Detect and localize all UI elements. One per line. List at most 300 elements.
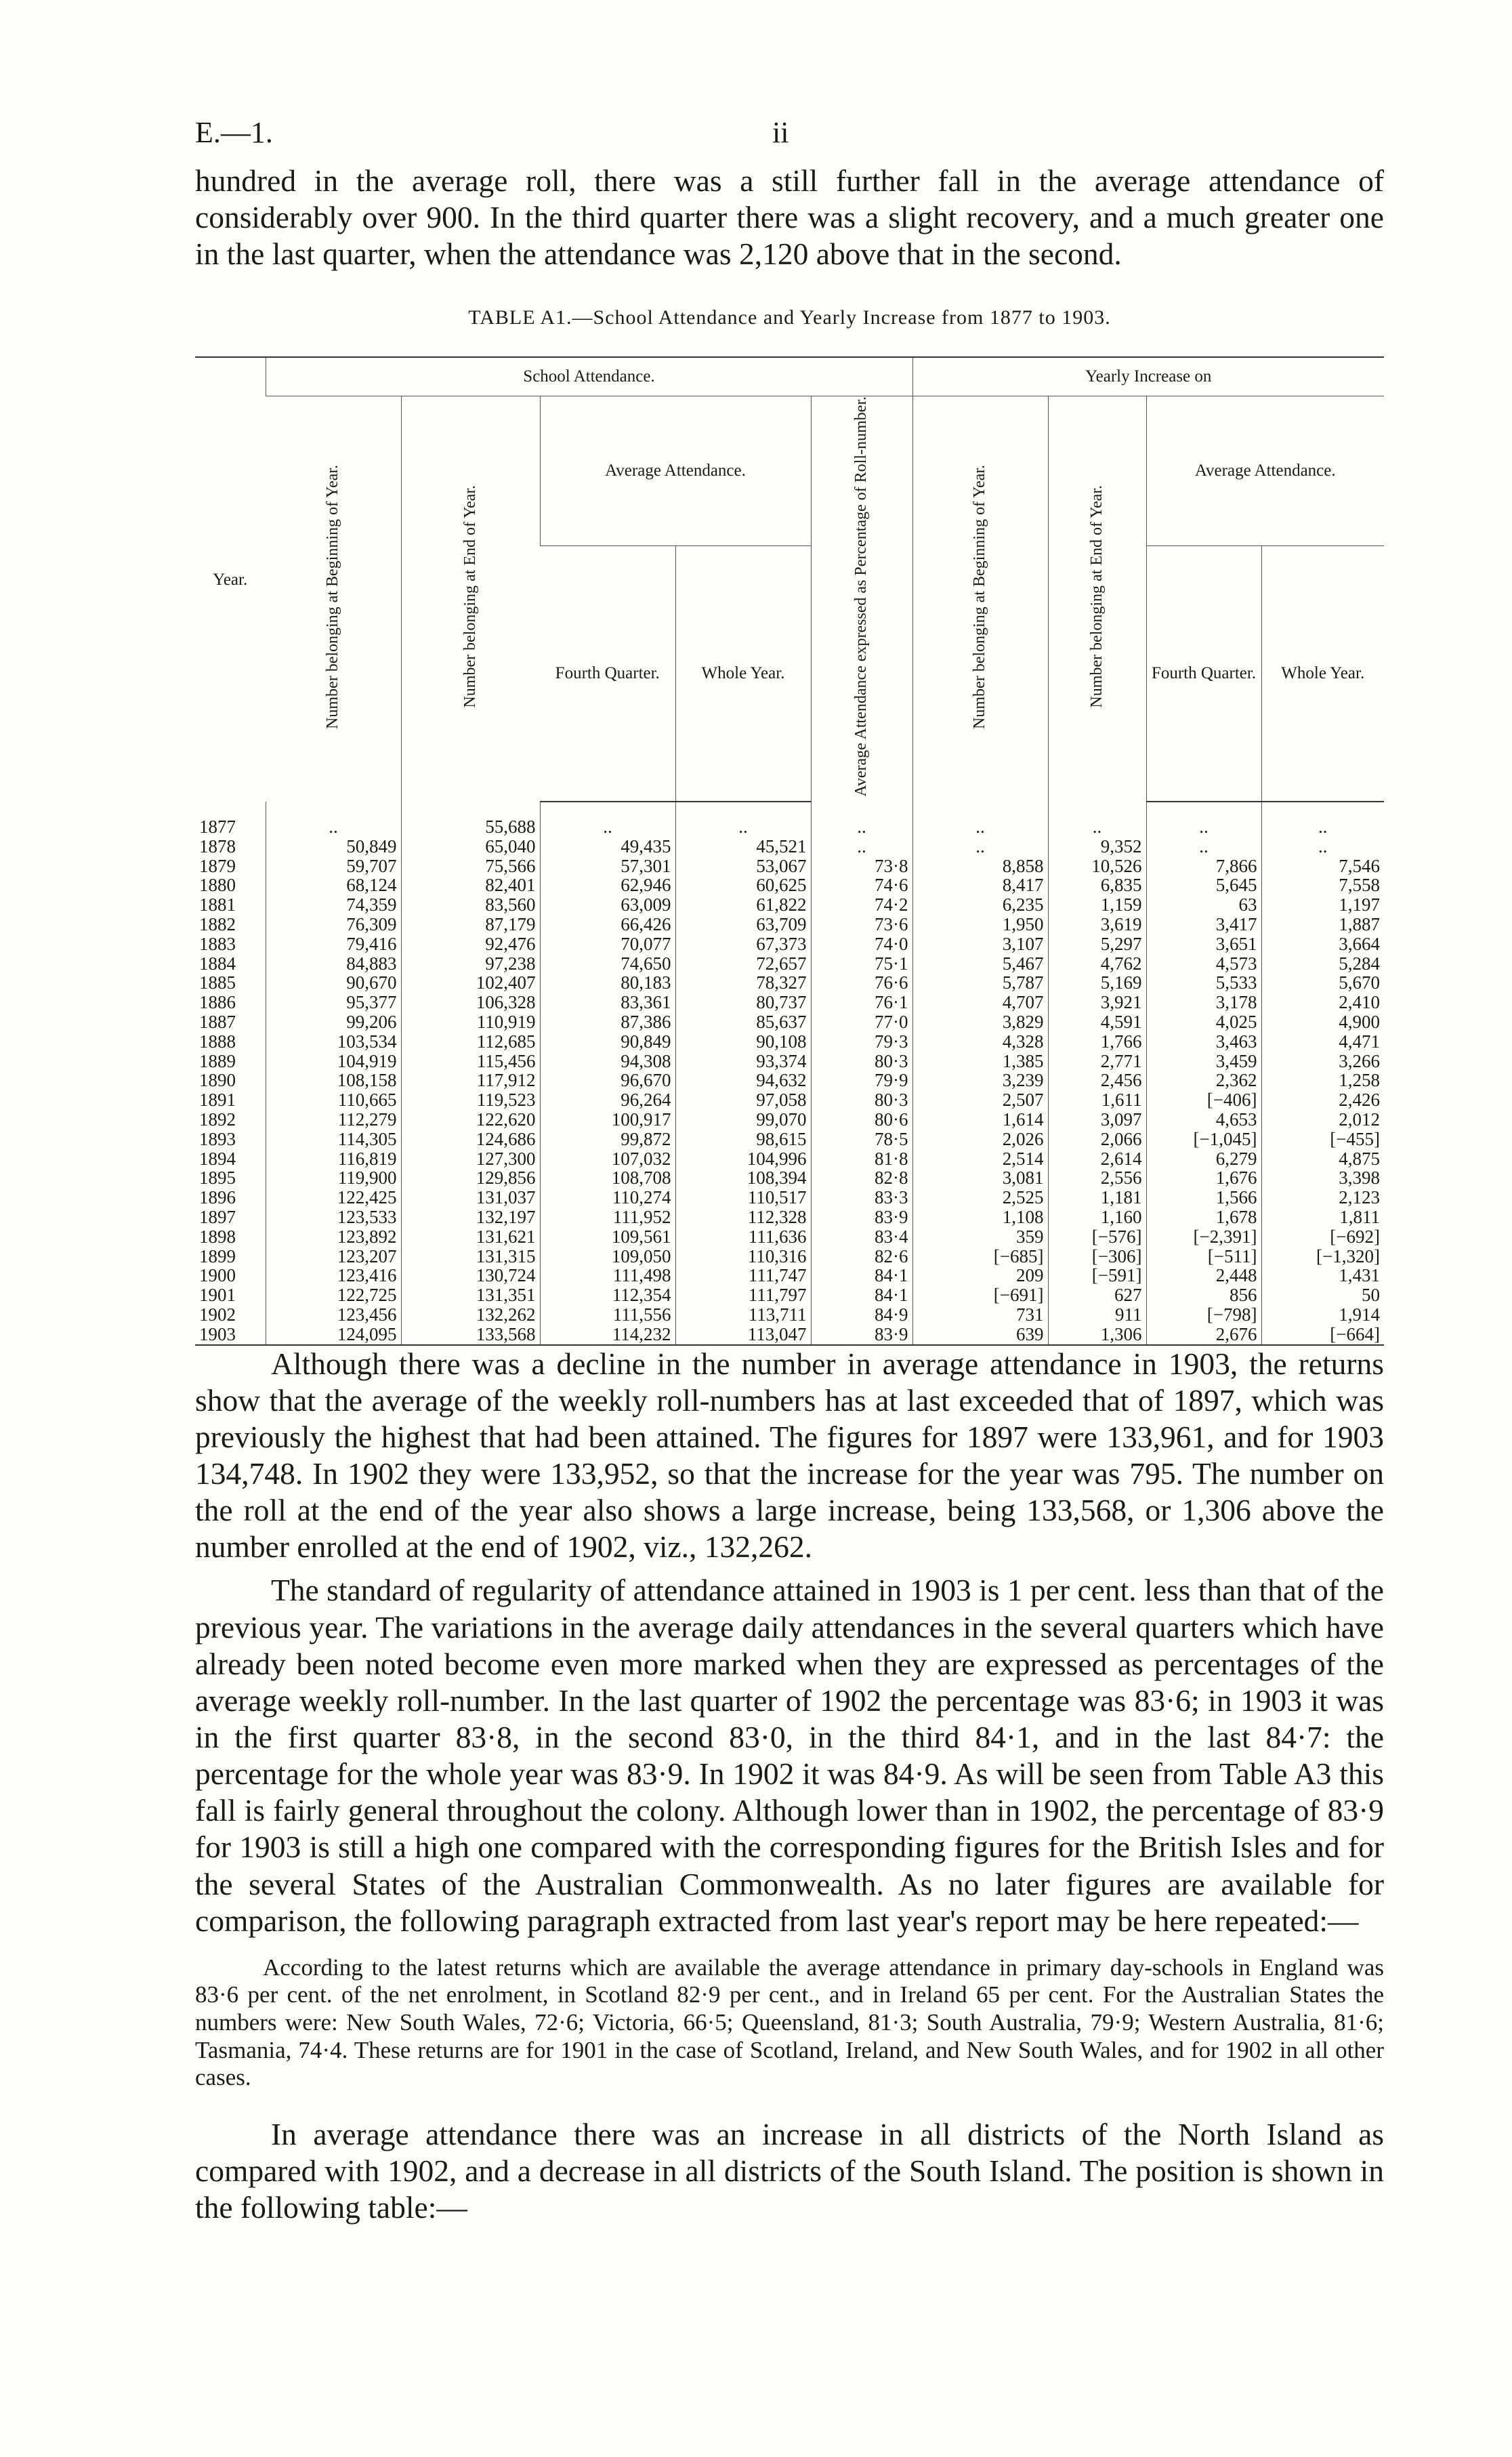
- table-cell: 79,416: [266, 934, 401, 954]
- table-cell: 67,373: [675, 934, 811, 954]
- table-cell: 90,849: [540, 1032, 675, 1052]
- table-cell: 77·0: [811, 1012, 912, 1032]
- table-cell: ..: [912, 837, 1048, 856]
- table-row: [195, 1090, 1384, 1110]
- table-cell: 78·5: [811, 1130, 912, 1149]
- table-cell: 83·3: [811, 1188, 912, 1207]
- table-cell: 1886: [199, 992, 236, 1013]
- table-cell: 1,258: [1261, 1071, 1384, 1090]
- table-cell: 5,467: [912, 954, 1048, 974]
- table-cell: 1,611: [1048, 1090, 1146, 1110]
- table-cell: 2,362: [1146, 1071, 1261, 1090]
- table-row: [195, 1188, 1384, 1207]
- table-cell: 5,787: [912, 973, 1048, 993]
- table-cell: 4,471: [1261, 1032, 1384, 1052]
- table-cell: 1,614: [912, 1110, 1048, 1130]
- table-cell: 1895: [199, 1168, 236, 1189]
- col-number-end: Number belonging at End of Year.: [401, 396, 540, 802]
- table-cell: 117,912: [401, 1071, 540, 1090]
- table-cell: 1,108: [912, 1207, 1048, 1227]
- table-row: [195, 895, 1384, 915]
- quoted-paragraph: According to the latest returns which are available the average attendance in primary day-schools in England was 83·6 per cent. of the net enrolment, in Scotland 82·9 per cent., and in Ireland 65 per cent. For the Australian States the numbers were: New South Wales, 72·6; Victoria, 66·5; Queensland, 81·3; South Australia, 79·9; Western Australia, 81·6; Tasmania, 74·4. These returns are for 1901 in the case of Scotland, Ireland, and New South Wales, and for 1902 in all other cases.: [195, 1954, 1384, 2091]
- table-cell: 76,309: [266, 915, 401, 934]
- table-cell: 1,811: [1261, 1207, 1384, 1227]
- table-body: [195, 802, 1384, 1345]
- inc-number-begin: Number belonging at Beginning of Year.: [912, 396, 1048, 802]
- attendance-table: [195, 356, 1384, 1345]
- table-cell: 10,526: [1048, 856, 1146, 876]
- table-cell: 63,709: [675, 915, 811, 934]
- table-cell: 96,670: [540, 1071, 675, 1090]
- inc-average-attendance: Average Attendance.: [1146, 396, 1384, 545]
- table-cell: [−406]: [1146, 1090, 1261, 1110]
- table-cell: 81·8: [811, 1149, 912, 1169]
- table-cell: 133,568: [401, 1325, 540, 1345]
- table-cell: 115,456: [401, 1052, 540, 1071]
- table-cell: ..: [675, 802, 811, 837]
- table-cell: 131,621: [401, 1227, 540, 1247]
- table-cell: 122,620: [401, 1110, 540, 1130]
- table-cell: 122,425: [266, 1188, 401, 1207]
- table-cell: 95,377: [266, 993, 401, 1012]
- table-cell: 83·9: [811, 1325, 912, 1345]
- table-row: [195, 915, 1384, 934]
- table-cell: 84·1: [811, 1266, 912, 1285]
- table-cell: 109,050: [540, 1247, 675, 1266]
- table-cell: 3,664: [1261, 934, 1384, 954]
- table-cell: 2,456: [1048, 1071, 1146, 1090]
- table-cell: 1899: [199, 1245, 236, 1266]
- table-cell: 50,849: [266, 837, 401, 856]
- table-cell: 111,556: [540, 1305, 675, 1325]
- page-header: [195, 115, 1384, 163]
- table-cell: 1902: [199, 1304, 236, 1325]
- table-cell: 4,762: [1048, 954, 1146, 974]
- table-cell: 1,950: [912, 915, 1048, 934]
- table-cell: 53,067: [675, 856, 811, 876]
- table-cell: 127,300: [401, 1149, 540, 1169]
- table-cell: 83,361: [540, 993, 675, 1012]
- table-cell: 359: [912, 1227, 1048, 1247]
- table-cell: 4,328: [912, 1032, 1048, 1052]
- intro-paragraph: hundred in the average roll, there was a still further fall in the average attendance of considerably over 900. In the third quarter there was a slight recovery, and a much greater one in the last quarter, when the attendance was 2,120 above that in the second.: [195, 163, 1384, 272]
- table-cell: 123,416: [266, 1266, 401, 1285]
- table-cell: 63: [1146, 895, 1261, 915]
- table-cell: 1893: [199, 1128, 236, 1149]
- table-cell: 109,561: [540, 1227, 675, 1247]
- table-cell: 627: [1048, 1285, 1146, 1305]
- table-row: [195, 1285, 1384, 1305]
- table-cell: 1884: [199, 953, 236, 974]
- table-cell: 132,262: [401, 1305, 540, 1325]
- table-cell: 80·6: [811, 1110, 912, 1130]
- table-cell: 96,264: [540, 1090, 675, 1110]
- table-cell: 5,670: [1261, 973, 1384, 993]
- table-cell: [−1,045]: [1146, 1130, 1261, 1149]
- table-cell: 113,047: [675, 1325, 811, 1345]
- table-cell: 3,398: [1261, 1168, 1384, 1188]
- table-cell: 3,081: [912, 1168, 1048, 1188]
- table-cell: 119,523: [401, 1090, 540, 1110]
- table-cell: 4,591: [1048, 1012, 1146, 1032]
- table-cell: 4,875: [1261, 1149, 1384, 1169]
- table-cell: 1890: [199, 1070, 236, 1091]
- table-cell: 107,032: [540, 1149, 675, 1169]
- table-cell: 65,040: [401, 837, 540, 856]
- table-row: [195, 1247, 1384, 1266]
- table-cell: 5,645: [1146, 875, 1261, 895]
- table-cell: 79·9: [811, 1071, 912, 1090]
- table-cell: 93,374: [675, 1052, 811, 1071]
- table-cell: 76·6: [811, 973, 912, 993]
- table-cell: 6,235: [912, 895, 1048, 915]
- table-cell: 3,463: [1146, 1032, 1261, 1052]
- table-cell: 130,724: [401, 1266, 540, 1285]
- table-cell: 110,316: [675, 1247, 811, 1266]
- table-cell: 132,197: [401, 1207, 540, 1227]
- table-cell: 122,725: [266, 1285, 401, 1305]
- table-cell: 2,771: [1048, 1052, 1146, 1071]
- header-reference: E.—1.: [195, 116, 273, 149]
- inc-fourth-quarter: Fourth Quarter.: [1146, 545, 1261, 802]
- table-cell: ..: [1146, 837, 1261, 856]
- table-cell: 1,385: [912, 1052, 1048, 1071]
- table-cell: 2,448: [1146, 1266, 1261, 1285]
- table-cell: 111,636: [675, 1227, 811, 1247]
- table-cell: 3,107: [912, 934, 1048, 954]
- table-cell: 97,238: [401, 954, 540, 974]
- table-cell: 2,556: [1048, 1168, 1146, 1188]
- table-cell: ..: [540, 802, 675, 837]
- table-cell: 98,615: [675, 1130, 811, 1149]
- table-cell: 80·3: [811, 1052, 912, 1071]
- table-row: [195, 875, 1384, 895]
- table-cell: 99,872: [540, 1130, 675, 1149]
- table-cell: 209: [912, 1266, 1048, 1285]
- table-cell: 2,123: [1261, 1188, 1384, 1207]
- table-cell: 80,737: [675, 993, 811, 1012]
- table-cell: 7,866: [1146, 856, 1261, 876]
- table-row: [195, 1071, 1384, 1090]
- table-cell: 84·9: [811, 1305, 912, 1325]
- table-cell: 62,946: [540, 875, 675, 895]
- table-cell: 1,676: [1146, 1168, 1261, 1188]
- table-cell: 123,456: [266, 1305, 401, 1325]
- table-cell: 50: [1261, 1285, 1384, 1305]
- table-cell: 1896: [199, 1187, 236, 1208]
- table-cell: 5,169: [1048, 973, 1146, 993]
- table-row: [195, 1110, 1384, 1130]
- table-cell: 3,097: [1048, 1110, 1146, 1130]
- table-cell: [−798]: [1146, 1305, 1261, 1325]
- table-cell: 131,037: [401, 1188, 540, 1207]
- page: [195, 115, 1384, 2226]
- table-cell: 92,476: [401, 934, 540, 954]
- table-cell: 84,883: [266, 954, 401, 974]
- table-cell: 114,232: [540, 1325, 675, 1345]
- table-cell: 74·0: [811, 934, 912, 954]
- table-cell: 74·2: [811, 895, 912, 915]
- table-row: [195, 1207, 1384, 1227]
- table-cell: ..: [1146, 802, 1261, 837]
- table-cell: 3,921: [1048, 993, 1146, 1012]
- table-cell: 1,197: [1261, 895, 1384, 915]
- table-cell: 82,401: [401, 875, 540, 895]
- table-cell: 112,328: [675, 1207, 811, 1227]
- table-cell: 103,534: [266, 1032, 401, 1052]
- table-cell: [−692]: [1261, 1227, 1384, 1247]
- table-cell: 83,560: [401, 895, 540, 915]
- table-cell: 2,012: [1261, 1110, 1384, 1130]
- table-cell: 5,533: [1146, 973, 1261, 993]
- table-cell: 80·3: [811, 1090, 912, 1110]
- table-cell: 94,308: [540, 1052, 675, 1071]
- page-number: ii: [772, 116, 789, 149]
- table-cell: 2,614: [1048, 1149, 1146, 1169]
- group-school-attendance: School Attendance.: [266, 357, 912, 396]
- table-cell: 83·4: [811, 1227, 912, 1247]
- table-cell: 60,625: [675, 875, 811, 895]
- col-year: Year.: [195, 357, 266, 802]
- table-cell: 63,009: [540, 895, 675, 915]
- table-cell: 1891: [199, 1090, 236, 1111]
- table-cell: 4,025: [1146, 1012, 1261, 1032]
- table-cell: 3,178: [1146, 993, 1261, 1012]
- table-cell: 5,297: [1048, 934, 1146, 954]
- table-cell: 2,676: [1146, 1325, 1261, 1345]
- table-cell: 57,301: [540, 856, 675, 876]
- table-cell: 131,351: [401, 1285, 540, 1305]
- table-cell: 82·6: [811, 1247, 912, 1266]
- table-cell: 74,650: [540, 954, 675, 974]
- table-cell: 73·8: [811, 856, 912, 876]
- table-cell: 2,514: [912, 1149, 1048, 1169]
- table-cell: 1897: [199, 1207, 236, 1228]
- table-row: [195, 1325, 1384, 1345]
- table-cell: 1,766: [1048, 1032, 1146, 1052]
- table-cell: ..: [811, 837, 912, 856]
- table-cell: 5,284: [1261, 954, 1384, 974]
- table-cell: 1,566: [1146, 1188, 1261, 1207]
- table-cell: 90,670: [266, 973, 401, 993]
- table-cell: 104,919: [266, 1052, 401, 1071]
- table-cell: 84·1: [811, 1285, 912, 1305]
- table-cell: [−306]: [1048, 1247, 1146, 1266]
- table-cell: 1901: [199, 1285, 236, 1306]
- table-cell: 1,160: [1048, 1207, 1146, 1227]
- paragraph-districts: In average attendance there was an increase in all districts of the North Island as compared with 1902, and a decrease in all districts of the South Island. The position is shown in the following table:—: [195, 2116, 1384, 2225]
- table-cell: 112,685: [401, 1032, 540, 1052]
- table-cell: 123,533: [266, 1207, 401, 1227]
- table-cell: ..: [912, 802, 1048, 837]
- table-cell: [−685]: [912, 1247, 1048, 1266]
- table-cell: 124,686: [401, 1130, 540, 1149]
- table-cell: 124,095: [266, 1325, 401, 1345]
- inc-number-end: Number belonging at End of Year.: [1048, 396, 1146, 802]
- table-cell: 9,352: [1048, 837, 1146, 856]
- table-cell: 3,239: [912, 1071, 1048, 1090]
- table-cell: 2,525: [912, 1188, 1048, 1207]
- table-cell: 1894: [199, 1148, 236, 1169]
- table-row: [195, 837, 1384, 856]
- inc-whole-year: Whole Year.: [1261, 545, 1384, 802]
- table-cell: 66,426: [540, 915, 675, 934]
- table-cell: 1888: [199, 1031, 236, 1052]
- table-cell: 94,632: [675, 1071, 811, 1090]
- table-cell: 79·3: [811, 1032, 912, 1052]
- table-cell: 2,507: [912, 1090, 1048, 1110]
- table-cell: 83·9: [811, 1207, 912, 1227]
- table-cell: 4,653: [1146, 1110, 1261, 1130]
- table-cell: 72,657: [675, 954, 811, 974]
- table-cell: 108,158: [266, 1071, 401, 1090]
- table-cell: 2,066: [1048, 1130, 1146, 1149]
- table-cell: 110,517: [675, 1188, 811, 1207]
- table-cell: 45,521: [675, 837, 811, 856]
- table-cell: 2,410: [1261, 993, 1384, 1012]
- table-row: [195, 1305, 1384, 1325]
- table-row: [195, 856, 1384, 876]
- table-row: [195, 954, 1384, 974]
- table-cell: [−511]: [1146, 1247, 1261, 1266]
- table-cell: 731: [912, 1305, 1048, 1325]
- table-cell: 106,328: [401, 993, 540, 1012]
- table-cell: 1892: [199, 1109, 236, 1130]
- paragraph-regularity: The standard of regularity of attendance attained in 1903 is 1 per cent. less than that of the previous year. The variations in the average daily attendances in the several quarters which have already been noted become even more marked when they are expressed as percentages of the average weekly roll-number. In the last quarter of 1902 the percentage was 83·6; in 1903 it was in the first quarter 83·8, in the second 83·0, in the third 84·1, and in the last 84·7: the percentage for the whole year was 83·9. In 1902 it was 84·9. As will be seen from Table A3 this fall is fairly general throughout the colony. Although lower than in 1902, the percentage of 83·9 for 1903 is still a high one compared with the corresponding figures for the British Isles and for the several States of the Australian Commonwealth. As no later figures are available for comparison, the following paragraph extracted from last year's report may be here repeated:—: [195, 1573, 1384, 1938]
- table-cell: [−455]: [1261, 1130, 1384, 1149]
- table-cell: 1881: [199, 894, 236, 915]
- table-cell: 97,058: [675, 1090, 811, 1110]
- table-cell: 7,546: [1261, 856, 1384, 876]
- table-cell: 3,459: [1146, 1052, 1261, 1071]
- table-cell: 2,026: [912, 1130, 1048, 1149]
- table-cell: 3,417: [1146, 915, 1261, 934]
- table-cell: 911: [1048, 1305, 1146, 1325]
- table-cell: 1,914: [1261, 1305, 1384, 1325]
- table-cell: 1889: [199, 1050, 236, 1071]
- table-cell: 74,359: [266, 895, 401, 915]
- table-cell: 75·1: [811, 954, 912, 974]
- table-row: [195, 993, 1384, 1012]
- table-cell: 87,179: [401, 915, 540, 934]
- table-cell: [−664]: [1261, 1325, 1384, 1345]
- table-cell: [−1,320]: [1261, 1247, 1384, 1266]
- table-cell: [−576]: [1048, 1227, 1146, 1247]
- col-percentage: Average Attendance expressed as Percentage of Roll-number.: [811, 396, 912, 802]
- table-cell: 1,887: [1261, 915, 1384, 934]
- table-row: [195, 1168, 1384, 1188]
- table-cell: 3,619: [1048, 915, 1146, 934]
- table-cell: 82·8: [811, 1168, 912, 1188]
- table-cell: 110,665: [266, 1090, 401, 1110]
- table-cell: [−591]: [1048, 1266, 1146, 1285]
- paragraph-roll-numbers: Although there was a decline in the number in average attendance in 1903, the returns show that the average of the weekly roll-numbers has at last exceeded that of 1897, which was previously the highest that had been attained. The figures for 1897 were 133,961, and for 1903 134,748. In 1902 they were 133,952, so that the increase for the year was 795. The number on the roll at the end of the year also shows a large increase, being 133,568, or 1,306 above the number enrolled at the end of 1902, viz., 132,262.: [195, 1346, 1384, 1565]
- table-cell: 123,892: [266, 1227, 401, 1247]
- table-cell: 1900: [199, 1265, 236, 1286]
- table-cell: 116,819: [266, 1149, 401, 1169]
- table-cell: 639: [912, 1325, 1048, 1345]
- table-cell: 75,566: [401, 856, 540, 876]
- table-row: [195, 1032, 1384, 1052]
- table-cell: 1,181: [1048, 1188, 1146, 1207]
- table-cell: 4,573: [1146, 954, 1261, 974]
- table-cell: 1887: [199, 1012, 236, 1033]
- table-cell: 1903: [195, 1325, 266, 1345]
- table-cell: 85,637: [675, 1012, 811, 1032]
- table-title: TABLE A1.—School Attendance and Yearly Increase from 1877 to 1903.: [468, 306, 1111, 329]
- table-cell: 1898: [199, 1226, 236, 1247]
- table-cell: 6,279: [1146, 1149, 1261, 1169]
- col-average-attendance: Average Attendance.: [540, 396, 811, 545]
- table-cell: ..: [811, 802, 912, 837]
- table-cell: 49,435: [540, 837, 675, 856]
- table-cell: 104,996: [675, 1149, 811, 1169]
- table-cell: 111,747: [675, 1266, 811, 1285]
- table-cell: 1880: [199, 875, 236, 896]
- table-cell: 113,711: [675, 1305, 811, 1325]
- table-cell: ..: [266, 802, 401, 837]
- table-cell: 123,207: [266, 1247, 401, 1266]
- table-row: [195, 1052, 1384, 1071]
- table-cell: 61,822: [675, 895, 811, 915]
- table-cell: 68,124: [266, 875, 401, 895]
- table-cell: 1883: [199, 933, 236, 954]
- table-cell: 87,386: [540, 1012, 675, 1032]
- table-cell: ..: [1261, 802, 1384, 837]
- table-cell: 108,708: [540, 1168, 675, 1188]
- table-cell: 112,279: [266, 1110, 401, 1130]
- table-cell: 111,498: [540, 1266, 675, 1285]
- table-cell: 129,856: [401, 1168, 540, 1188]
- table-cell: 1,159: [1048, 895, 1146, 915]
- table-cell: 78,327: [675, 973, 811, 993]
- table-cell: 55,688: [401, 802, 540, 837]
- table-row: [195, 934, 1384, 954]
- table-cell: 111,952: [540, 1207, 675, 1227]
- table-cell: 131,315: [401, 1247, 540, 1266]
- table-cell: 100,917: [540, 1110, 675, 1130]
- table-cell: 70,077: [540, 934, 675, 954]
- col-whole-year: Whole Year.: [675, 545, 811, 802]
- table-row: [195, 1266, 1384, 1285]
- table-cell: 99,206: [266, 1012, 401, 1032]
- table-cell: 4,900: [1261, 1012, 1384, 1032]
- table-cell: 3,829: [912, 1012, 1048, 1032]
- table-cell: 114,305: [266, 1130, 401, 1149]
- table-cell: 8,858: [912, 856, 1048, 876]
- table-cell: 90,108: [675, 1032, 811, 1052]
- table-cell: 110,274: [540, 1188, 675, 1207]
- table-row: [195, 802, 1384, 837]
- table-cell: 1,678: [1146, 1207, 1261, 1227]
- table-cell: 1879: [199, 855, 236, 876]
- table-cell: ..: [1048, 802, 1146, 837]
- table-cell: 1885: [199, 972, 236, 993]
- table-cell: 1877: [199, 816, 236, 837]
- table-cell: 80,183: [540, 973, 675, 993]
- table-cell: 856: [1146, 1285, 1261, 1305]
- table-cell: 3,266: [1261, 1052, 1384, 1071]
- table-cell: [−2,391]: [1146, 1227, 1261, 1247]
- table-cell: 4,707: [912, 993, 1048, 1012]
- table-cell: 111,797: [675, 1285, 811, 1305]
- table-cell: 1,431: [1261, 1266, 1384, 1285]
- table-row: [195, 1012, 1384, 1032]
- table-cell: 110,919: [401, 1012, 540, 1032]
- table-row: [195, 973, 1384, 993]
- group-yearly-increase: Yearly Increase on: [912, 357, 1384, 396]
- table-cell: 108,394: [675, 1168, 811, 1188]
